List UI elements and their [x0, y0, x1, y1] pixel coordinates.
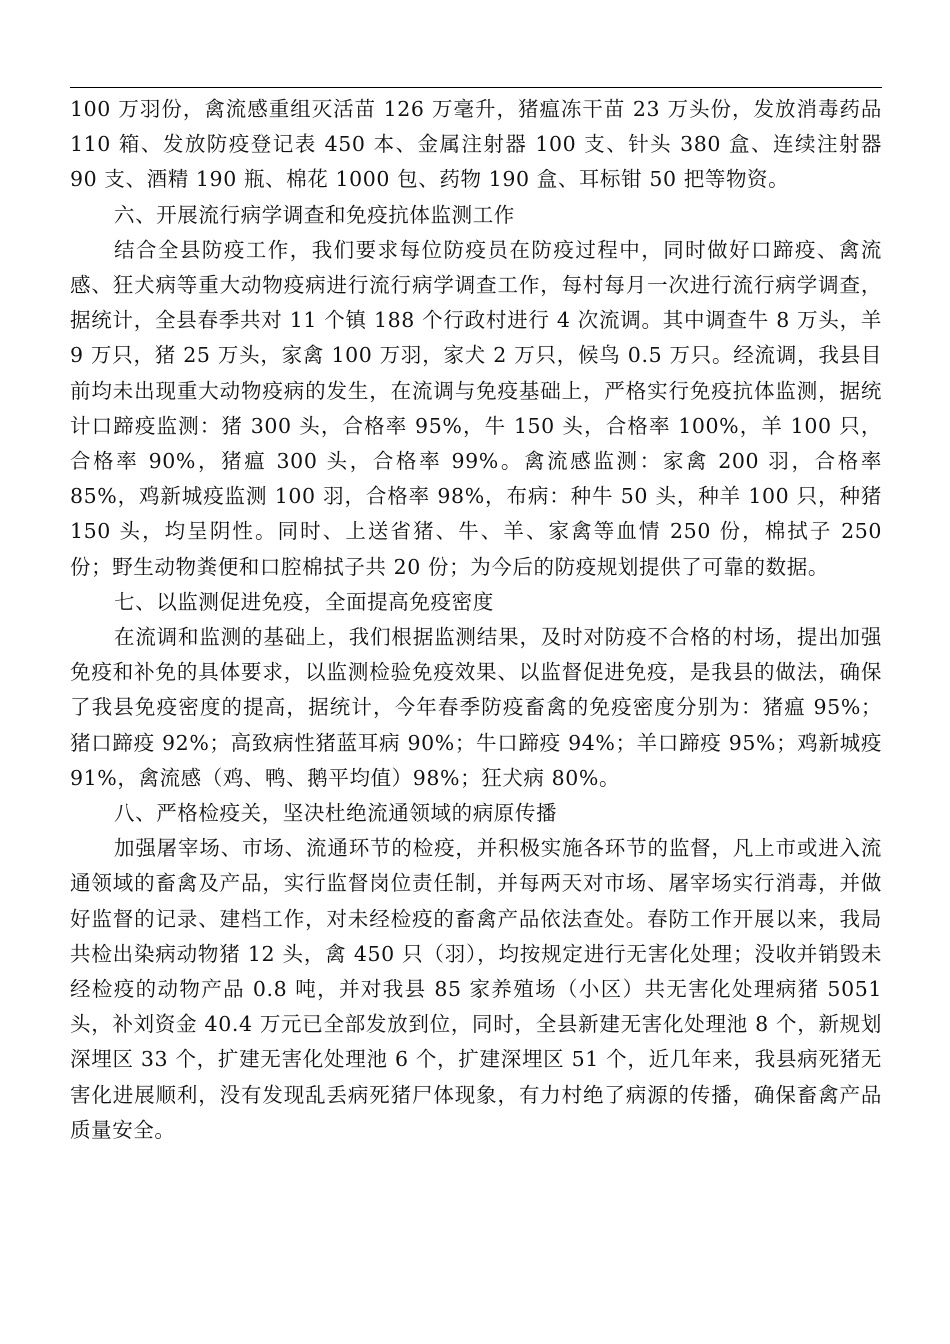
paragraph-epidemiology: 结合全县防疫工作，我们要求每位防疫员在防疫过程中，同时做好口蹄疫、禽流感、狂犬病等重大动物疫病进行流行病学调查工作，每村每月一次进行流行病学调查，据统计，全县春季共对 11 个镇 188 个行政村进行 4 次流调。其中调查牛 8 万头，羊 9 万只，猪 25 万头，家禽 100 万羽，家犬 2 万只，候鸟 0.5 万只。经流调，我县目前均未出现重大动物疫病的发生，在流调与免疫基础上，严格实行免疫抗体监测，据统计口蹄疫监测：猪 300 头，合格率 95%，牛 150 头，合格率 100%，羊 100 只，合格率 90%，猪瘟 300 头，合格率 99%。禽流感监测：家禽 200 羽，合格率 85%，鸡新城疫监测 100 羽，合格率 98%，布病：种牛 50 头，种羊 100 只，种猪 150 头，均呈阴性。同时、上送省猪、牛、羊、家禽等血情 250 份，棉拭子 250 份；野生动物粪便和口腔棉拭子共 20 份；为今后的防疫规划提供了可靠的数据。	[70, 237, 882, 579]
header-rule	[70, 87, 882, 88]
document-body	[70, 92, 882, 1148]
paragraph-supplies-continued: 100 万羽份，禽流感重组灭活苗 126 万毫升，猪瘟冻干苗 23 万头份，发放消毒药品 110 箱、发放防疫登记表 450 本、金属注射器 100 支、针头 380 盒、连续注射器 90 支、酒精 190 瓶、棉花 1000 包、药物 190 盒、耳标钳 50 把等物资。	[70, 97, 882, 192]
paragraph-immunization-density: 在流调和监测的基础上，我们根据监测结果，及时对防疫不合格的村场，提出加强免疫和补免的具体要求，以监测检验免疫效果、以监督促进免疫，是我县的做法，确保了我县免疫密度的提高，据统计，今年春季防疫畜禽的免疫密度分别为：猪瘟 95%；猪口蹄疫 92%；高致病性猪蓝耳病 90%；牛口蹄疫 94%；羊口蹄疫 95%；鸡新城疫 91%，禽流感（鸡、鸭、鹅平均值）98%；狂犬病 80%。	[70, 625, 882, 790]
paragraph-quarantine: 加强屠宰场、市场、流通环节的检疫，并积极实施各环节的监督，凡上市或进入流通领域的畜禽及产品，实行监督岗位责任制，并每两天对市场、屠宰场实行消毒，并做好监督的记录、建档工作，对未经检疫的畜禽产品依法查处。春防工作开展以来，我局共检出染病动物猪 12 头，禽 450 只（羽），均按规定进行无害化处理；没收并销毁未经检疫的动物产品 0.8 吨，并对我县 85 家养殖场（小区）共无害化处理病猪 5051 头，补刘资金 40.4 万元已全部发放到位，同时，全县新建无害化处理池 8 个，新规划深埋区 33 个，扩建无害化处理池 6 个，扩建深埋区 51 个，近几年来，我县病死猪无害化进展顺利，没有发现乱丢病死猪尸体现象，有力村绝了病源的传播，确保畜禽产品质量安全。	[70, 836, 882, 1142]
section-heading-epidemiology: 六、开展流行病学调查和免疫抗体监测工作	[114, 202, 515, 227]
section-heading-immunization-density: 七、以监测促进免疫，全面提高免疫密度	[114, 589, 494, 614]
section-heading-quarantine: 八、严格检疫关，坚决杜绝流通领域的病原传播	[114, 801, 558, 826]
